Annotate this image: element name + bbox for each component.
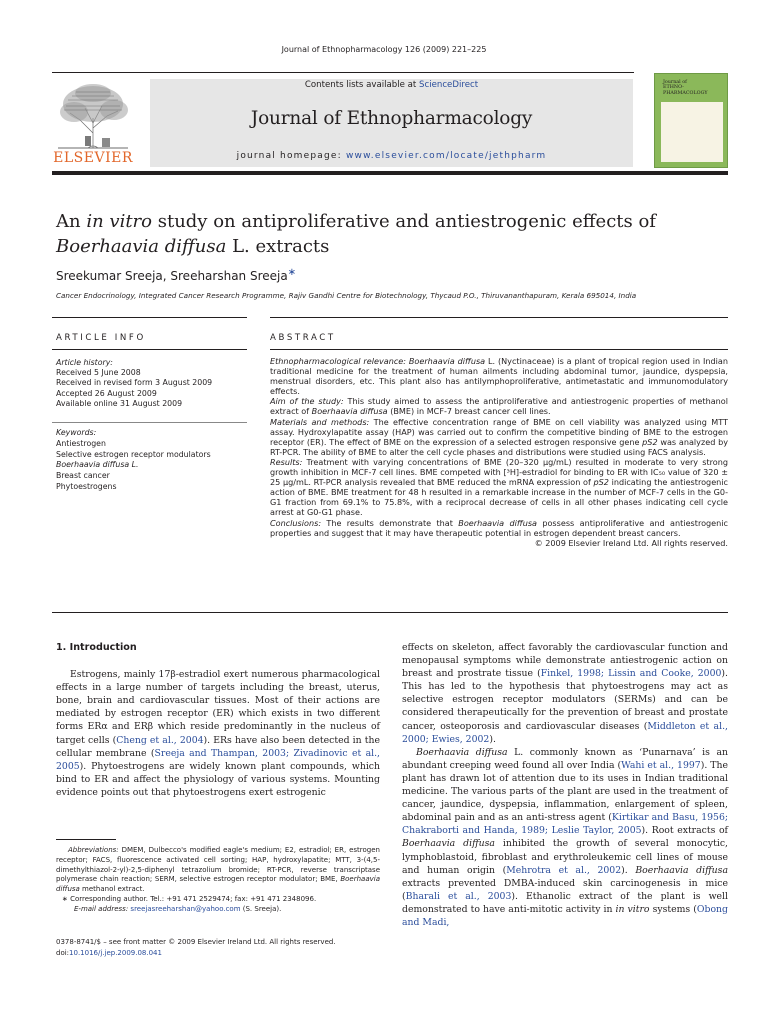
masthead-top-rule — [52, 72, 634, 73]
history-item: Available online 31 August 2009 — [56, 398, 183, 408]
body-text: Estrogens, mainly 17β-estradiol exert numerous pharmacological effects in a large number of targets including the breast, uterus, bone, brain and cardiovascular tissues. Most of their actions are mediated by estrogen receptor (ER) which exists in two different forms ERα and ERβ which reside predominantly in the nucleus of target cells ( — [56, 669, 380, 746]
abstract-heading: ABSTRACT — [270, 333, 336, 343]
title-text: An — [56, 211, 87, 232]
body-text: inhibited the growth of several monocytic, lymphoblastoid, fibroblast and erythroleukemic cell lines of mouse and human origin ( — [402, 838, 728, 876]
body-column-left — [56, 641, 380, 799]
rule — [270, 317, 728, 318]
journal-cover-thumbnail[interactable] — [654, 73, 728, 168]
abstract-label: Results: — [270, 456, 303, 467]
abstract-text: This study aimed to assess the antiproliferative and antiestrogenic properties of methanol extract of — [270, 396, 728, 417]
footnote-label: E-mail address: — [74, 904, 129, 913]
body-text: ). — [621, 864, 636, 876]
doi-line — [56, 948, 386, 959]
keywords-label: Keywords: — [56, 428, 97, 437]
body-italic: Boerhaavia diffusa — [635, 864, 728, 876]
body-text: ). Phytoestrogens are widely known plant compounds, which bind to ER and affect the physiology of various systems. Mounting evidence points out that phytoestrogens exert estrogenic — [56, 760, 380, 798]
body-paragraph — [402, 641, 728, 746]
elsevier-wordmark: ELSEVIER — [53, 150, 133, 166]
contents-prefix: Contents lists available at — [304, 80, 420, 90]
abstract-italic: pS2 — [642, 436, 658, 447]
corresponding-author-mark[interactable]: ∗ — [287, 267, 297, 278]
rule — [270, 349, 728, 350]
footnote-label: Abbreviations: — [68, 846, 119, 854]
contents-line — [150, 80, 633, 90]
citation-link[interactable]: Cheng et al., 2004 — [116, 734, 204, 746]
body-paragraph — [56, 668, 380, 799]
abstract-italic: Boerhaavia diffusa — [311, 406, 388, 417]
article-info-heading: ARTICLE INFO — [56, 333, 146, 343]
abstract-label: Materials and methods: — [270, 416, 370, 427]
body-text: effects on skeleton, affect favorably the cardiovascular function and menopausal symptoms while demonstrate antiestrogenic action on breast and prostrate tissue ( — [402, 642, 728, 680]
citation-link[interactable]: Wahi et al., 1997 — [621, 759, 701, 771]
body-italic: Boerhaavia diffusa — [402, 838, 495, 850]
citation-link[interactable]: Middleton et al., 2000; Ewies, 2002 — [402, 720, 728, 745]
body-text: ). The plant has drawn lot of attention due to its uses in Indian traditional medicine. The various parts of the plant are used in the treatment of cancer, jaundice, dyspepsia, inflammation, enlargement of spleen, abdominal pain and as an anti-stress agent ( — [402, 759, 728, 824]
body-italic: Boerhaavia diffusa — [416, 746, 508, 758]
history-item: Received 5 June 2008 — [56, 368, 141, 378]
body-paragraph — [402, 746, 728, 929]
title-italic: in vitro — [86, 211, 152, 232]
section-heading-introduction: 1. Introduction — [56, 642, 137, 653]
author-affiliation: Cancer Endocrinology, Integrated Cancer Research Programme, Rajiv Gandhi Centre for Biotechnology, Thycaud P.O., Thiruvananthapuram, Kerala 695014, India — [56, 291, 637, 300]
journal-homepage — [150, 151, 633, 161]
citation-link[interactable]: Obong and Madi, — [402, 903, 728, 928]
history-item: Accepted 26 August 2009 — [56, 388, 157, 398]
doi-link[interactable]: 10.1016/j.jep.2009.08.041 — [69, 948, 162, 957]
authors-text: Sreekumar Sreeja, Sreeharshan Sreeja — [56, 269, 288, 283]
abstract-label: Conclusions: — [270, 517, 322, 528]
abstract-text: possess antiproliferative and antiestrogenic properties and suggest that it may have therapeutic potential in estrogen dependent breast cancers. — [270, 517, 728, 538]
keywords — [56, 428, 251, 493]
title-text: study on antiproliferative and antiestrogenic effects of — [152, 211, 656, 232]
keyword-item: Selective estrogen receptor modulators — [56, 449, 211, 459]
footnote-text: DMEM, Dulbecco's modified eagle's medium; E2, estradiol; ER, estrogen receptor; FACS, fluorescence activated cell sorting; HAP, hydroxylapatite; MTT, 3-(4,5-dimethylthiazol-2-yl)-2,5-diphenyl tetrazolium bromide; RT-PCR, reverse transcriptase polymerase chain reaction; SERM, selective estrogen receptor modulator; BME, — [56, 846, 380, 884]
abbreviations-footnote — [56, 846, 380, 895]
journal-title: Journal of Ethnopharmacology — [250, 108, 533, 129]
rule — [52, 612, 728, 613]
keyword-item: Boerhaavia diffusa L. — [56, 460, 139, 470]
citation-link[interactable]: Kirtikar and Basu, 1956; Chakraborti and Handa, 1989; Leslie Taylor, 2005 — [402, 812, 729, 837]
email-link[interactable]: sreejasreeharshan@yahoo.com — [130, 904, 241, 913]
abstract-aim — [270, 396, 728, 416]
abstract-label: Aim of the study: — [270, 396, 344, 407]
body-text: ). Ethanolic extract of the plant is well demonstrated to have anti-mitotic activity in — [402, 890, 728, 915]
abstract-body — [270, 356, 728, 548]
history-label: Article history: — [56, 358, 113, 367]
abstract-text: L. (Nyctinaceae) is a plant of tropical region used in Indian traditional medicine for the treatment of human ailments including abdominal tumor, jaundice, dyspepsia, menstrual disorders, etc. This plant also has antilymphoproliferative, antimetastatic and immunomodulatory effects. — [270, 356, 728, 397]
body-text: ). Root extracts of — [641, 825, 728, 837]
footnote-italic: Boerhaavia diffusa — [56, 875, 380, 894]
doi-label: doi: — [56, 948, 70, 957]
body-text: systems ( — [649, 903, 697, 915]
rule — [52, 317, 247, 318]
footnotes — [56, 846, 380, 915]
abstract-label: Ethnopharmacological relevance: Boerhaavia diffusa — [270, 356, 486, 366]
citation-link[interactable]: Bharali et al., 2003 — [405, 890, 512, 902]
abstract-text: The effective concentration range of BME on cell viability was analyzed using MTT assay. Hydroxylapatite assay (HAP) was carried out to confirm the competitive binding of BME to the estrogen receptor (ER). The effect of BME on the expression of a selected estrogen responsive gene — [270, 416, 728, 447]
email-footnote — [56, 905, 380, 915]
body-text: L. commonly known as ‘Punarnava’ is an abundant creeping weed found all over India ( — [402, 746, 728, 771]
body-column-right — [402, 641, 728, 929]
abstract-relevance — [270, 356, 728, 396]
title-text: L. extracts — [226, 236, 330, 257]
body-text: ). This has led to the hypothesis that phytoestrogens may act as selective estrogen receptor modulators (SERMs) and can be considered therapeutically for the prevention of breast and prostate cancer, osteoporosis and cardiovascular diseases ( — [402, 668, 729, 732]
homepage-prefix: journal homepage: — [236, 151, 346, 161]
keyword-item: Antiestrogen — [56, 438, 106, 448]
abstract-conclusions — [270, 518, 728, 538]
masthead-bottom-rule — [52, 171, 728, 175]
author-list — [56, 267, 296, 283]
abstract-italic: pS2 — [593, 477, 609, 488]
abstract-text: Treatment with varying concentrations of BME (20–320 µg/mL) resulted in moderate to very strong growth inhibition in MCF-7 cell lines. BME competed with [³H]-estradiol for binding to ER with IC₅₀ value of 320 ± 25 µg/mL. RT-PCR analysis revealed that BME reduced the mRNA expression of — [270, 456, 728, 488]
abstract-text: The results demonstrate that — [321, 517, 459, 528]
title-italic: Boerhaavia diffusa — [56, 236, 227, 257]
sciencedirect-link[interactable]: ScienceDirect — [419, 80, 479, 90]
abstract-text: indicating the antiestrogenic action of BME. BME treatment for 48 h resulted in a remarkable increase in the number of MCF-7 cells in the G0-G1 fraction from 69.1% to 75.8%, with a reciprocal decrease of cells in all other phases indicating cell cycle arrest at G0-G1 phase. — [270, 477, 728, 518]
cover-title: Journal of ETHNO-PHARMACOLOGY — [663, 80, 708, 96]
abstract-methods — [270, 417, 728, 457]
rule — [52, 349, 247, 350]
body-text: extracts prevented DMBA-induced skin carcinogenesis in mice ( — [402, 877, 728, 902]
citation-link[interactable]: Sreeja and Thampan, 2003; Zivadinovic et al., 2005 — [56, 747, 380, 772]
abstract-copyright: © 2009 Elsevier Ireland Ltd. All rights reserved. — [534, 537, 728, 548]
article-title — [56, 209, 716, 259]
keyword-item: Phytoestrogens — [56, 481, 117, 491]
footnote-rule — [56, 839, 116, 840]
abstract-text: (BME) in MCF-7 breast cancer cell lines. — [387, 406, 551, 417]
body-italic: in vitro — [615, 903, 650, 915]
citation-link[interactable]: Mehrotra et al., 2002 — [506, 864, 622, 876]
journal-reference: Journal of Ethnopharmacology 126 (2009) 221–225 — [281, 45, 487, 54]
history-item: Received in revised form 3 August 2009 — [56, 378, 213, 388]
article-history — [56, 358, 251, 409]
body-text: ). — [489, 733, 496, 745]
abstract-text: was analyzed by RT-PCR. The ability of BME to alter the cell cycle phases and distributions were studied using FACS analysis. — [270, 436, 728, 457]
footnote-text: methanol extract. — [79, 885, 145, 894]
footnote-text: (S. Sreeja). — [240, 904, 282, 913]
abstract-results — [270, 457, 728, 518]
homepage-link[interactable]: www.elsevier.com/locate/jethpharm — [345, 151, 547, 161]
cover-panel — [661, 102, 723, 162]
rule — [52, 422, 247, 423]
corresponding-author-footnote: ∗ Corresponding author. Tel.: +91 471 2529474; fax: +91 471 2348096. — [62, 894, 317, 903]
keyword-item: Breast cancer — [56, 471, 110, 481]
body-text: ). ERs have also been detected in the cellular membrane ( — [56, 734, 380, 759]
issn-line: 0378-8741/$ – see front matter © 2009 Elsevier Ireland Ltd. All rights reserved. — [56, 938, 336, 946]
issn-doi-block — [56, 937, 386, 958]
citation-link[interactable]: Finkel, 1998; Lissin and Cooke, 2000 — [540, 668, 722, 680]
abstract-italic: Boerhaavia diffusa — [458, 517, 537, 528]
